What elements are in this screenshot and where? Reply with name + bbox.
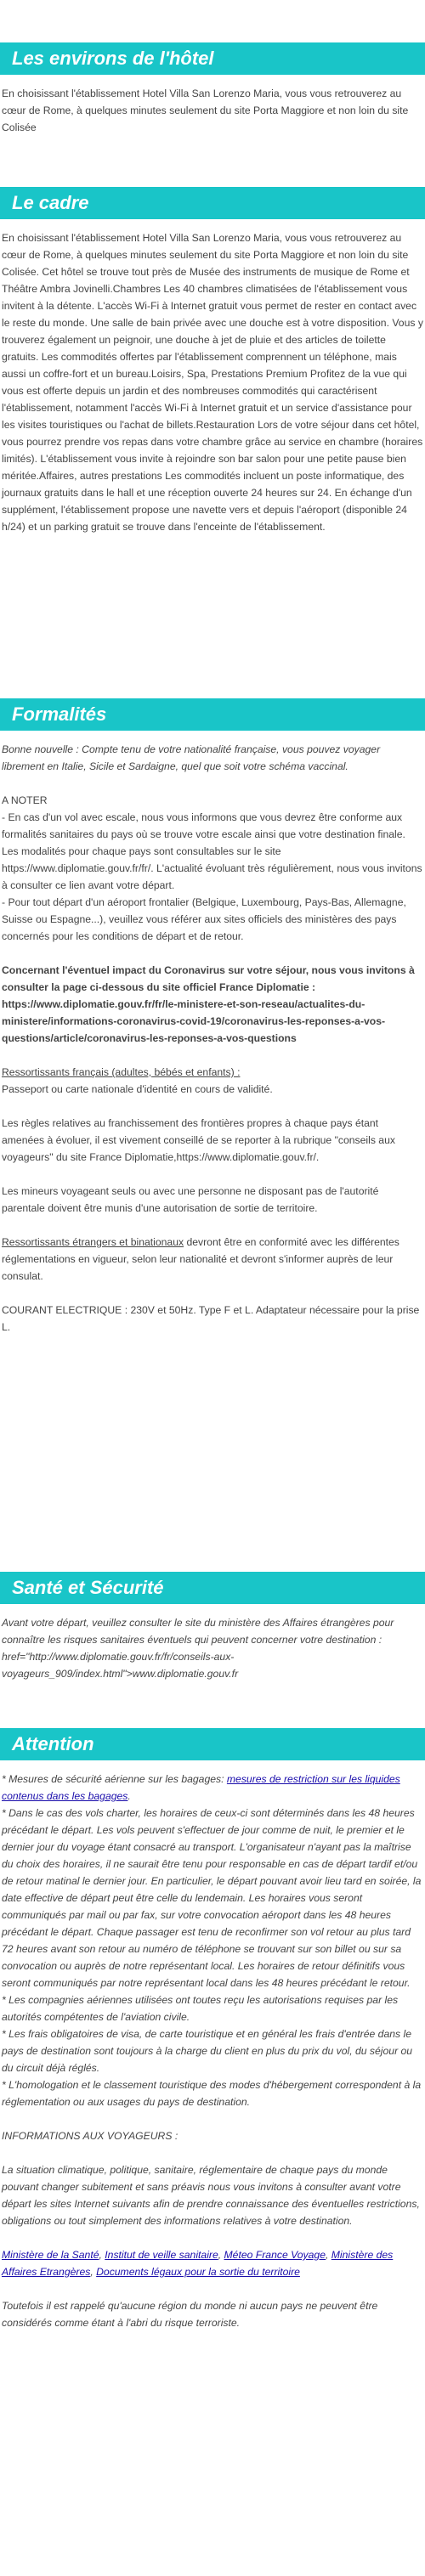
section-formalites (0, 698, 425, 1336)
charter-flights-text: * Dans le cas des vols charter, les horaires de ceux-ci sont déterminés dans les 48 heures précédant le départ. Les vols peuvent s'effectuer de jour comme de nuit, le premier et le dernier jour du voyage étant consacré au transport. L'organisateur n'ayant pas la maîtrise du choix des horaires, il ne saurait être tenu pour responsable en cas de départ tardif et/ou de retour matinal le dernier jour. En particulier, le départ pouvant avoir lieu tard en soirée, la date effective de départ peut être celle du lendemain. Les horaires vous seront communiqués par mail ou par fax, sur votre convocation aéroport dans les 48 heures précédant le départ. Chaque passager est tenu de reconfirmer son vol retour au plus tard 72 heures avant son retour au numéro de téléphone se trouvant sur son billet ou sur sa convocation ou auprès de notre représentant local. Les horaires de retour définitifs vous seront communiqués par notre représentant local dans les 48 heures précédant le retour. (2, 1807, 422, 1989)
section-attention (0, 1728, 425, 2331)
minors-text: Les mineurs voyageant seuls ou avec une personne ne disposant pas de l'autorité parentale doivent être munis d'une autorisation de sortie de territoire. (2, 1185, 379, 1214)
anoter-2: Les modalités pour chaque pays sont consultables sur le site https://www.diplomatie.gouv.fr/fr/. L'actualité évoluant très régulièrement, nous vous invitons à consulter ce lien avant votre départ. (2, 845, 422, 891)
environs-text: En choisissant l'établissement Hotel Villa San Lorenzo Maria, vous vous retrouverez au cœur de Rome, à quelques minutes seulement du site Porta Maggiore et non loin du site Colisée (2, 88, 409, 133)
border-rules-text: Les règles relatives au franchissement des frontières propres à chaque pays étant amenées à évoluer, il est vivement conseillé de se reporter à la rubrique "conseils aux voyageurs" du site France Diplomatie,https://www.diplomatie.gouv.fr/. (2, 1117, 395, 1163)
baggage-measures (2, 1771, 423, 1805)
link-affaires-etrangeres[interactable]: Ministère des Affaires Etrangères (2, 2249, 394, 2278)
visa-fees-text: * Les frais obligatoires de visa, de carte touristique et en général les frais d'entrée dans le pays de destination sont toujours à la charge du client en plus du prix du vol, du séjour ou du circuit déjà réglés. (2, 2028, 413, 2074)
anoter-title: A NOTER (2, 794, 48, 806)
section-sante (0, 1572, 425, 1682)
foreign-nationals-title: Ressortissants étrangers et binationaux (2, 1236, 184, 1248)
foreign-nationals (2, 1234, 423, 1285)
french-nationals-text: Passeport ou carte nationale d'identité en cours de validité. (2, 1083, 273, 1095)
info-voyageurs-title: INFORMATIONS AUX VOYAGEURS : (2, 2130, 178, 2142)
link-veille-sanitaire[interactable]: Institut de veille sanitaire (105, 2249, 218, 2261)
link-documents-legaux[interactable]: Documents légaux pour la sortie du territoire (96, 2266, 300, 2278)
resource-links: Ministère de la Santé, Institut de veille sanitaire, Méteo France Voyage, Ministère des Affaires Etrangères, Documents légaux pour la sortie du territoire (2, 2249, 394, 2278)
info-voyageurs-text: La situation climatique, politique, sanitaire, réglementaire de chaque pays du monde pouvant changer subitement et sans préavis nous vous invitons à consulter avant votre départ les sites Internet suivants afin de prendre connaissance des éventuelles restrictions, obligations ou tout simplement des informations relatives à votre destination. (2, 2164, 420, 2227)
link-meteo-france[interactable]: Méteo France Voyage (224, 2249, 326, 2261)
anoter-1: - En cas d'un vol avec escale, nous vous informons que vous devrez être conforme aux formalités sanitaires du pays où se trouve votre escale ainsi que votre destination finale. (2, 811, 405, 840)
section-title: Les environs de l'hôtel (0, 42, 425, 75)
accommodation-text: * L'homologation et le classement touristique des modes d'hébergement correspondent à la réglementation ou aux usages du pays de destination. (2, 2079, 422, 2108)
baggage-measures-suffix: . (128, 1790, 131, 1802)
sante-text: Avant votre départ, veuillez consulter le site du ministère des Affaires étrangères pour connaître les risques sanitaires éventuels qui peuvent concerner votre destination : href="http://www.diplomatie.gouv.fr/fr/conseils-aux-voyageurs_909/index.html">www.diplomatie.gouv.fr (2, 1617, 394, 1680)
electric-info: COURANT ELECTRIQUE : 230V et 50Hz. Type F et L. Adaptateur nécessaire pour la prise L. (2, 1304, 420, 1333)
section-cadre (0, 187, 425, 535)
liquids-restriction-link[interactable]: mesures de restriction sur les liquides contenus dans les bagages (2, 1773, 400, 1802)
covid-notice: Concernant l'éventuel impact du Coronavirus sur votre séjour, nous vous invitons à consulter la page ci-dessous du site officiel France Diplomatie : https://www.diplomatie.gouv.fr/fr/le-ministere-et-son-reseau/actualites-du-ministere/informations-coronavirus-covid-19/coronavirus-les-reponses-a-vos-questions/article/coronavirus-les-reponses-a-vos-questions (2, 964, 415, 1044)
airlines-text: * Les compagnies aériennes utilisées ont toutes reçu les autorisations requises par les autorités compétentes de l'aviation civile. (2, 1994, 399, 2023)
section-title: Santé et Sécurité (0, 1572, 425, 1604)
section-title: Attention (0, 1728, 425, 1760)
section-title: Formalités (0, 698, 425, 731)
french-nationals-title: Ressortissants français (adultes, bébés et enfants) : (2, 1066, 241, 1078)
baggage-measures-prefix: * Mesures de sécurité aérienne sur les bagages: (2, 1773, 227, 1785)
terrorism-notice: Toutefois il est rappelé qu'aucune région du monde ni aucun pays ne peuvent être considérés comme étant à l'abri du risque terroriste. (2, 2300, 378, 2329)
formalites-intro: Bonne nouvelle : Compte tenu de votre nationalité française, vous pouvez voyager librement en Italie, Sicile et Sardaigne, quel que soit votre schéma vaccinal. (2, 743, 381, 772)
anoter-3: - Pour tout départ d'un aéroport frontalier (Belgique, Luxembourg, Pays-Bas, Allemagne, Suisse ou Espagne...), veuillez vous référer aux sites officiels des ministères des pays concernés pour les conditions de départ et de retour. (2, 896, 406, 942)
link-ministere-sante[interactable]: Ministère de la Santé (2, 2249, 99, 2261)
foreign-nationals-text: devront être en conformité avec les différentes réglementations en vigueur, selon leur nationalité et devront s'informer auprès de leur consulat. (2, 1236, 400, 1282)
section-environs (0, 42, 425, 136)
cadre-text: En choisissant l'établissement Hotel Villa San Lorenzo Maria, vous vous retrouverez au cœur de Rome, à quelques minutes seulement du site Porta Maggiore et non loin du site Colisée. Cet hôtel se trouve tout près de Musée des instruments de musique de Rome et Théâtre Ambra Jovinelli.Chambres Les 40 chambres climatisées de l'établissement vous invitent à la détente. L'accès Wi-Fi à Internet gratuit vous permet de rester en contact avec le reste du monde. Une salle de bain privée avec une douche est à votre disposition. Vous y trouverez également un peignoir, une douche à jet de pluie et des articles de toilette gratuits. Les commodités offertes par l'établissement comprennent un téléphone, mais aussi un coffre-fort et un bureau.Loisirs, Spa, Prestations Premium Profitez de la vue qui vous est offerte depuis un jardin et des nombreuses commodités qui caractérisent l'établissement, notamment l'accès Wi-Fi à Internet gratuit et un service d'assistance pour les visites touristiques ou l'achat de billets.Restauration Lors de votre séjour dans cet hôtel, vous pourrez prendre vos repas dans votre chambre grâce au service en chambre (horaires limités). L'établissement vous invite à rejoindre son bar salon pour une petite pause bien méritée.Affaires, autres prestations Les commodités incluent un poste informatique, des journaux gratuits dans le hall et une réception ouverte 24 heures sur 24. En échange d'un supplément, l'établissement propose une navette vers et depuis l'aéroport (disponible 24 h/24) et un parking gratuit se trouve dans l'enceinte de l'établissement. (2, 232, 423, 533)
section-title: Le cadre (0, 187, 425, 219)
